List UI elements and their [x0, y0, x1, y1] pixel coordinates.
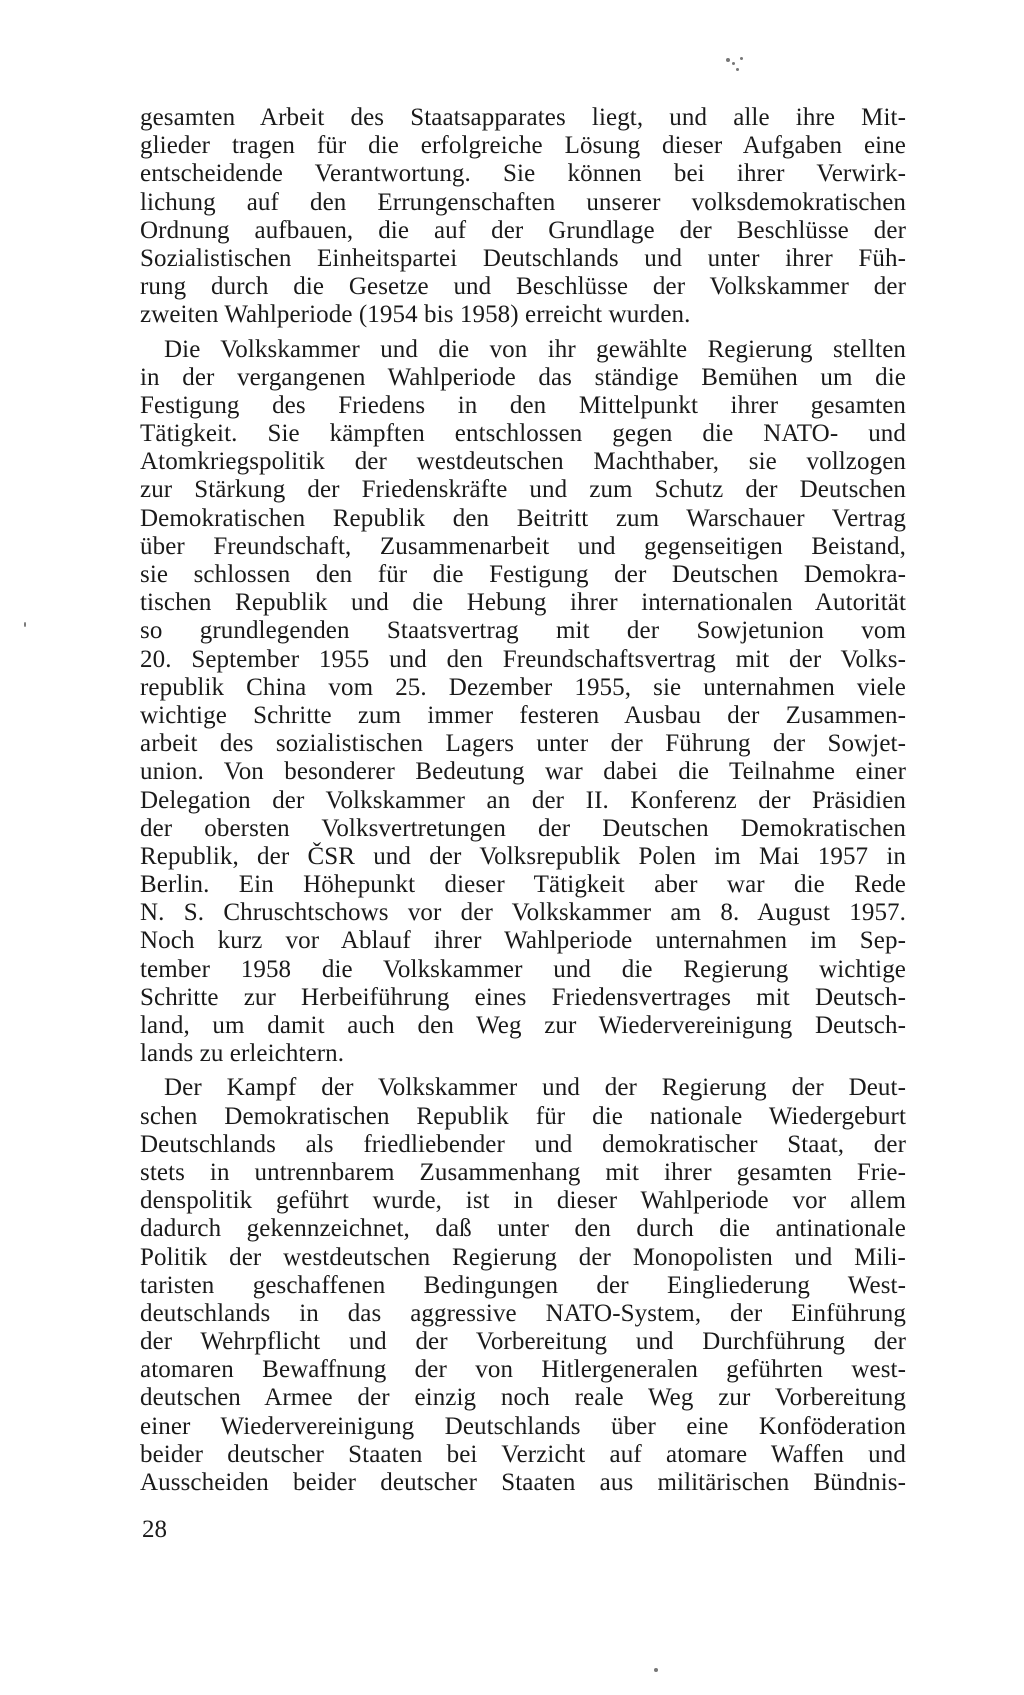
paragraph: [140, 104, 906, 330]
text-line: republik China vom 25. Dezember 1955, sie unternahmen viele: [140, 673, 906, 701]
text-line: union. Von besonderer Bedeutung war dabei die Teilnahme einer: [140, 758, 906, 786]
text-line: deutschlands in das aggressive NATO-System, der Einführung: [140, 1299, 906, 1327]
text-line: rung durch die Gesetze und Beschlüsse der Volkskammer der: [140, 273, 906, 301]
text-line: Festigung des Friedens in den Mittelpunkt ihrer gesamten: [140, 391, 906, 419]
text-line: Demokratischen Republik den Beitritt zum Warschauer Vertrag: [140, 504, 906, 532]
text-line: Schritte zur Herbeiführung eines Friedensvertrages mit Deutsch-: [140, 983, 906, 1011]
text-line: Deutschlands als friedliebender und demokratischer Staat, der: [140, 1130, 906, 1158]
text-line: der obersten Volksvertretungen der Deutschen Demokratischen: [140, 814, 906, 842]
text-line: land, um damit auch den Weg zur Wiedervereinigung Deutsch-: [140, 1012, 906, 1039]
text-line: entscheidende Verantwortung. Sie können bei ihrer Verwirk-: [140, 160, 906, 188]
text-line: arbeit des sozialistischen Lagers unter der Führung der Sowjet-: [140, 730, 906, 758]
paragraph: [140, 336, 906, 1069]
text-line: Tätigkeit. Sie kämpften entschlossen gegen die NATO- und: [140, 420, 906, 448]
text-line: gesamten Arbeit des Staatsapparates liegt, und alle ihre Mit-: [140, 104, 906, 131]
scan-speck: [24, 622, 26, 627]
text-line: wichtige Schritte zum immer festeren Ausbau der Zusammen-: [140, 701, 906, 729]
text-line: über Freundschaft, Zusammenarbeit und gegenseitigen Beistand,: [140, 532, 906, 560]
text-line: atomaren Bewaffnung der von Hitlergeneralen geführten west-: [140, 1356, 906, 1384]
text-line: Der Kampf der Volkskammer und der Regierung der Deut-: [164, 1074, 906, 1102]
text-line: beider deutscher Staaten bei Verzicht auf atomare Waffen und: [140, 1440, 906, 1468]
text-line: glieder tragen für die erfolgreiche Lösung dieser Aufgaben eine: [140, 132, 906, 160]
text-line: Noch kurz vor Ablauf ihrer Wahlperiode unternahmen im Sep-: [140, 927, 906, 955]
scan-speck: [732, 62, 735, 65]
text-line: N. S. Chruschtschows vor der Volkskammer am 8. August 1957.: [140, 899, 906, 927]
text-line: tischen Republik und die Hebung ihrer internationalen Autorität: [140, 589, 906, 617]
text-line: taristen geschaffenen Bedingungen der Eingliederung West-: [140, 1271, 906, 1299]
text-line: Ordnung aufbauen, die auf der Grundlage der Beschlüsse der: [140, 216, 906, 244]
text-line: einer Wiedervereinigung Deutschlands über eine Konföderation: [140, 1412, 906, 1440]
text-line: stets in untrennbarem Zusammenhang mit ihrer gesamten Frie-: [140, 1158, 906, 1186]
text-line: Republik, der ČSR und der Volksrepublik Polen im Mai 1957 in: [140, 842, 906, 870]
scan-speck: [726, 58, 730, 62]
text-line: sie schlossen den für die Festigung der Deutschen Demokra-: [140, 561, 906, 588]
text-line: Atomkriegspolitik der westdeutschen Machthaber, sie vollzogen: [140, 448, 906, 476]
text-line: deutschen Armee der einzig noch reale Weg zur Vorbereitung: [140, 1384, 906, 1412]
scan-speck: [736, 68, 739, 71]
text-line: tember 1958 die Volkskammer und die Regierung wichtige: [140, 955, 906, 983]
text-line: so grundlegenden Staatsvertrag mit der Sowjetunion vom: [140, 617, 906, 645]
text-line: der Wehrpflicht und der Vorbereitung und Durchführung der: [140, 1328, 906, 1356]
text-line: Politik der westdeutschen Regierung der Monopolisten und Mili-: [140, 1243, 906, 1271]
text-line: Ausscheiden beider deutscher Staaten aus militärischen Bündnis-: [140, 1469, 906, 1496]
text-line: Delegation der Volkskammer an der II. Konferenz der Präsidien: [140, 786, 906, 814]
scan-speck: [654, 1668, 658, 1672]
text-line: Die Volkskammer und die von ihr gewählte Regierung stellten: [164, 335, 906, 363]
text-column: [140, 104, 906, 1497]
text-line: denspolitik geführt wurde, ist in dieser Wahlperiode vor allem: [140, 1187, 906, 1215]
text-line: Sozialistischen Einheitspartei Deutschlands und unter ihrer Füh-: [140, 244, 906, 272]
text-line: dadurch gekennzeichnet, daß unter den durch die antinationale: [140, 1215, 906, 1243]
text-line: lands zu erleichtern.: [140, 1040, 345, 1068]
text-line: zur Stärkung der Friedenskräfte und zum Schutz der Deutschen: [140, 476, 906, 504]
text-line: lichung auf den Errungenschaften unserer volksdemokratischen: [140, 188, 906, 216]
text-line: schen Demokratischen Republik für die nationale Wiedergeburt: [140, 1102, 906, 1130]
paragraph: [140, 1074, 906, 1497]
page-number: 28: [142, 1516, 167, 1543]
text-line: Berlin. Ein Höhepunkt dieser Tätigkeit aber war die Rede: [140, 871, 906, 899]
scan-speck: [740, 57, 743, 60]
text-line: 20. September 1955 und den Freundschaftsvertrag mit der Volks-: [140, 645, 906, 673]
text-line: zweiten Wahlperiode (1954 bis 1958) erreicht wurden.: [140, 301, 691, 329]
text-line: in der vergangenen Wahlperiode das ständige Bemühen um die: [140, 363, 906, 391]
